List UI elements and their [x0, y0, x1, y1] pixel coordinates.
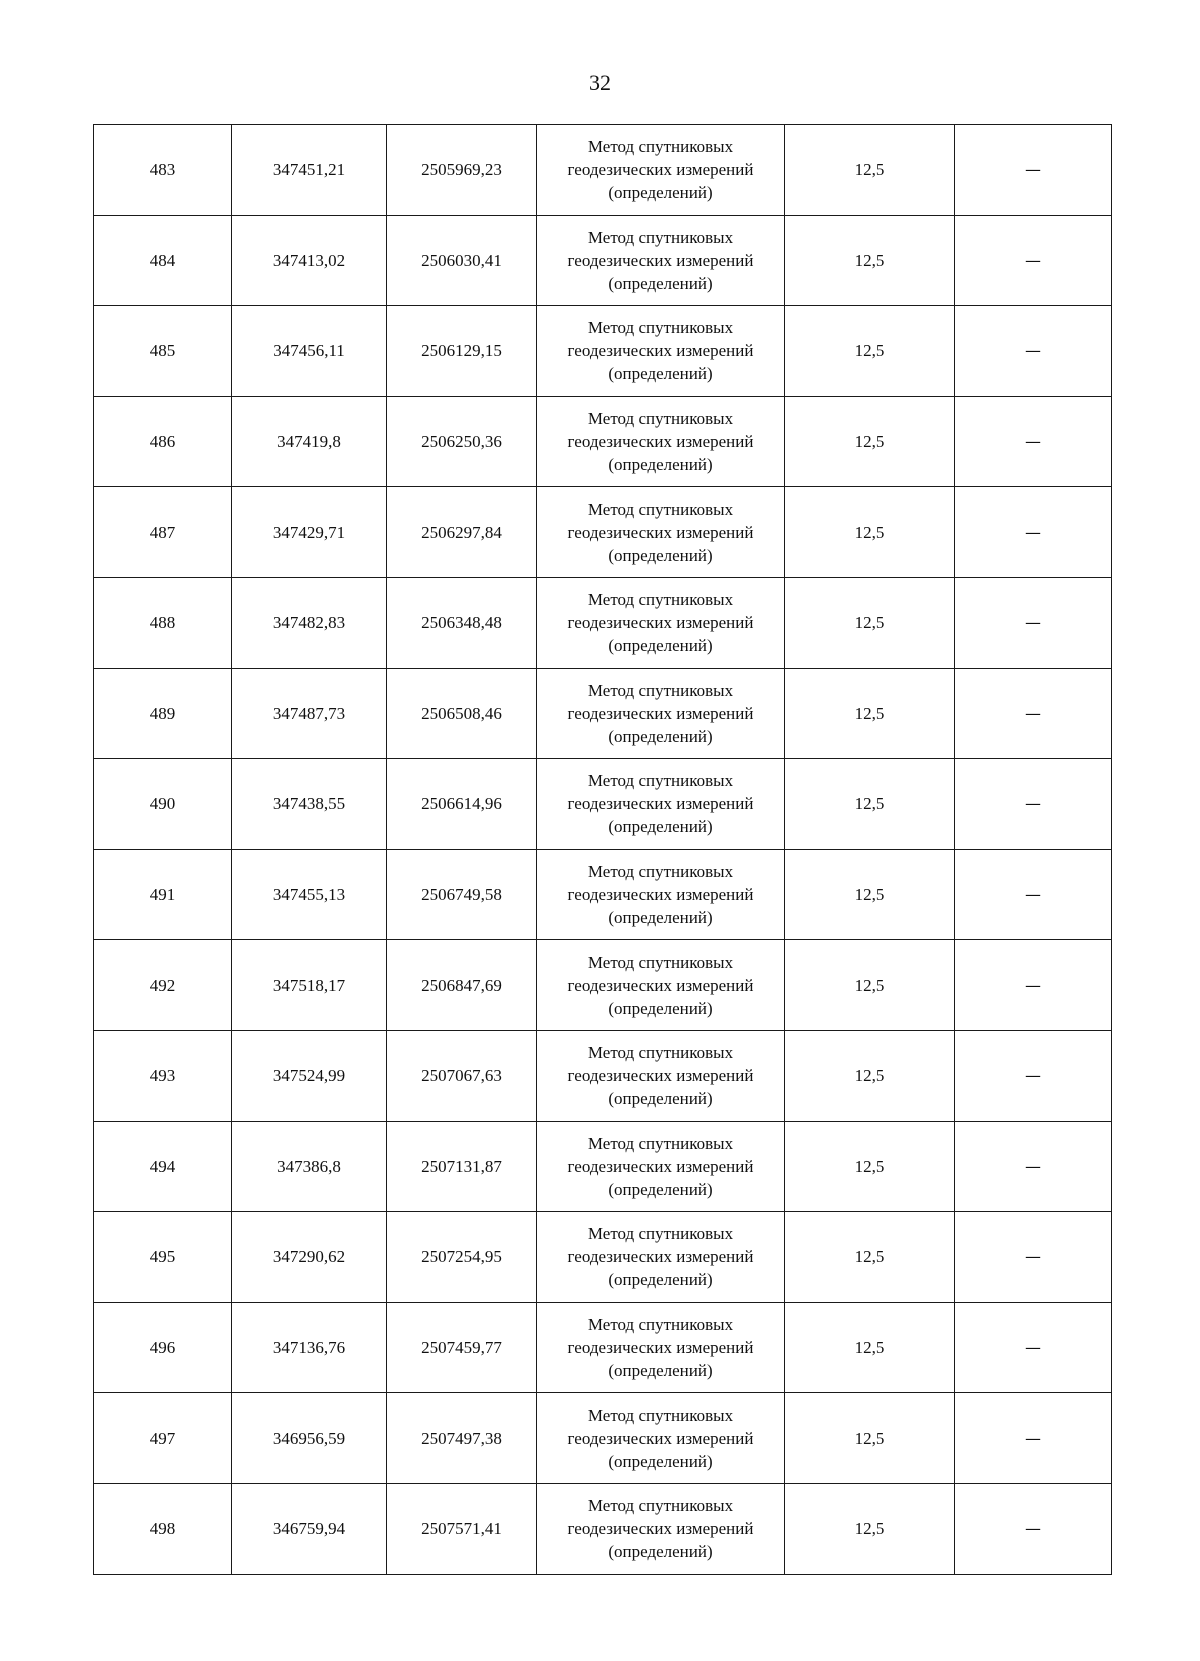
accuracy-cell: 12,5 [785, 125, 955, 216]
coordinates-table [93, 124, 1112, 1575]
accuracy-cell: 12,5 [785, 1212, 955, 1303]
method-cell [537, 1483, 785, 1574]
table-row [94, 396, 1112, 487]
coordinates-table-body [94, 125, 1112, 1575]
y-coordinate-cell: 2506847,69 [387, 940, 537, 1031]
accuracy-cell: 12,5 [785, 306, 955, 397]
method-line: (определений) [608, 183, 713, 203]
method-line: Метод спутниковых [587, 227, 734, 247]
accuracy-cell: 12,5 [785, 215, 955, 306]
description-cell: — [955, 577, 1112, 668]
x-coordinate-cell: 347419,8 [232, 396, 387, 487]
y-coordinate-cell: 2506348,48 [387, 577, 537, 668]
x-coordinate-cell: 347456,11 [232, 306, 387, 397]
point-number-cell: 486 [94, 396, 232, 487]
description-cell: — [955, 849, 1112, 940]
description-cell: — [955, 940, 1112, 1031]
method-cell [537, 396, 785, 487]
method-line: геодезических измерений [567, 885, 754, 905]
method-line: (определений) [608, 273, 713, 293]
method-line: (определений) [608, 636, 713, 656]
table-row [94, 1121, 1112, 1212]
method-cell [537, 487, 785, 578]
method-line: Метод спутниковых [587, 1496, 734, 1516]
x-coordinate-cell: 347290,62 [232, 1212, 387, 1303]
method-line: Метод спутниковых [587, 409, 734, 429]
accuracy-cell: 12,5 [785, 1030, 955, 1121]
method-line: геодезических измерений [567, 1247, 754, 1267]
y-coordinate-cell: 2506614,96 [387, 759, 537, 850]
point-number-cell: 496 [94, 1302, 232, 1393]
description-cell: — [955, 215, 1112, 306]
x-coordinate-cell: 346759,94 [232, 1483, 387, 1574]
y-coordinate-cell: 2507131,87 [387, 1121, 537, 1212]
table-row [94, 1212, 1112, 1303]
method-line: Метод спутниковых [587, 680, 734, 700]
method-line: геодезических измерений [567, 341, 754, 361]
method-line: (определений) [608, 455, 713, 475]
method-cell [537, 1302, 785, 1393]
point-number-cell: 483 [94, 125, 232, 216]
method-cell [537, 577, 785, 668]
accuracy-cell: 12,5 [785, 577, 955, 668]
y-coordinate-cell: 2507254,95 [387, 1212, 537, 1303]
y-coordinate-cell: 2507459,77 [387, 1302, 537, 1393]
method-cell [537, 1212, 785, 1303]
method-line: геодезических измерений [567, 1428, 754, 1448]
table-row [94, 1030, 1112, 1121]
accuracy-cell: 12,5 [785, 940, 955, 1031]
method-line: геодезических измерений [567, 613, 754, 633]
point-number-cell: 487 [94, 487, 232, 578]
method-line: Метод спутниковых [587, 952, 734, 972]
method-line: Метод спутниковых [587, 862, 734, 882]
y-coordinate-cell: 2505969,23 [387, 125, 537, 216]
accuracy-cell: 12,5 [785, 759, 955, 850]
x-coordinate-cell: 347136,76 [232, 1302, 387, 1393]
y-coordinate-cell: 2506749,58 [387, 849, 537, 940]
method-line: геодезических измерений [567, 1338, 754, 1358]
method-line: Метод спутниковых [587, 1315, 734, 1335]
method-line: геодезических измерений [567, 250, 754, 270]
method-line: (определений) [608, 364, 713, 384]
method-line: Метод спутниковых [587, 318, 734, 338]
accuracy-cell: 12,5 [785, 1393, 955, 1484]
accuracy-cell: 12,5 [785, 1121, 955, 1212]
method-line: Метод спутниковых [587, 1405, 734, 1425]
method-line: геодезических измерений [567, 703, 754, 723]
y-coordinate-cell: 2506508,46 [387, 668, 537, 759]
method-line: Метод спутниковых [587, 590, 734, 610]
method-line: геодезических измерений [567, 1519, 754, 1539]
method-line: Метод спутниковых [587, 137, 734, 157]
description-cell: — [955, 1302, 1112, 1393]
description-cell: — [955, 1121, 1112, 1212]
y-coordinate-cell: 2506129,15 [387, 306, 537, 397]
x-coordinate-cell: 347386,8 [232, 1121, 387, 1212]
description-cell: — [955, 668, 1112, 759]
x-coordinate-cell: 347429,71 [232, 487, 387, 578]
accuracy-cell: 12,5 [785, 1302, 955, 1393]
method-cell [537, 759, 785, 850]
method-cell [537, 125, 785, 216]
method-line: Метод спутниковых [587, 499, 734, 519]
accuracy-cell: 12,5 [785, 668, 955, 759]
method-line: (определений) [608, 1361, 713, 1381]
table-row [94, 306, 1112, 397]
x-coordinate-cell: 347438,55 [232, 759, 387, 850]
table-row [94, 577, 1112, 668]
table-row [94, 1302, 1112, 1393]
point-number-cell: 493 [94, 1030, 232, 1121]
method-cell [537, 849, 785, 940]
method-line: Метод спутниковых [587, 1043, 734, 1063]
point-number-cell: 490 [94, 759, 232, 850]
x-coordinate-cell: 347518,17 [232, 940, 387, 1031]
x-coordinate-cell: 347482,83 [232, 577, 387, 668]
method-cell [537, 1121, 785, 1212]
x-coordinate-cell: 347524,99 [232, 1030, 387, 1121]
description-cell: — [955, 487, 1112, 578]
method-line: геодезических измерений [567, 794, 754, 814]
y-coordinate-cell: 2506250,36 [387, 396, 537, 487]
point-number-cell: 484 [94, 215, 232, 306]
method-line: (определений) [608, 908, 713, 928]
table-row [94, 940, 1112, 1031]
table-row [94, 1393, 1112, 1484]
y-coordinate-cell: 2506030,41 [387, 215, 537, 306]
method-line: Метод спутниковых [587, 771, 734, 791]
description-cell: — [955, 306, 1112, 397]
point-number-cell: 497 [94, 1393, 232, 1484]
method-cell [537, 215, 785, 306]
point-number-cell: 498 [94, 1483, 232, 1574]
method-line: (определений) [608, 817, 713, 837]
method-cell [537, 668, 785, 759]
method-line: Метод спутниковых [587, 1133, 734, 1153]
point-number-cell: 489 [94, 668, 232, 759]
table-row [94, 849, 1112, 940]
point-number-cell: 485 [94, 306, 232, 397]
accuracy-cell: 12,5 [785, 1483, 955, 1574]
table-row [94, 215, 1112, 306]
method-line: (определений) [608, 1542, 713, 1562]
method-cell [537, 940, 785, 1031]
point-number-cell: 494 [94, 1121, 232, 1212]
y-coordinate-cell: 2506297,84 [387, 487, 537, 578]
method-line: геодезических измерений [567, 975, 754, 995]
method-line: (определений) [608, 726, 713, 746]
method-line: (определений) [608, 1089, 713, 1109]
accuracy-cell: 12,5 [785, 849, 955, 940]
x-coordinate-cell: 347455,13 [232, 849, 387, 940]
description-cell: — [955, 396, 1112, 487]
point-number-cell: 491 [94, 849, 232, 940]
x-coordinate-cell: 347451,21 [232, 125, 387, 216]
accuracy-cell: 12,5 [785, 396, 955, 487]
method-cell [537, 1030, 785, 1121]
method-line: (определений) [608, 998, 713, 1018]
y-coordinate-cell: 2507497,38 [387, 1393, 537, 1484]
description-cell: — [955, 1483, 1112, 1574]
table-row [94, 1483, 1112, 1574]
description-cell: — [955, 759, 1112, 850]
point-number-cell: 492 [94, 940, 232, 1031]
method-line: геодезических измерений [567, 522, 754, 542]
method-line: геодезических измерений [567, 1066, 754, 1086]
point-number-cell: 488 [94, 577, 232, 668]
table-row [94, 487, 1112, 578]
table-row [94, 668, 1112, 759]
point-number-cell: 495 [94, 1212, 232, 1303]
method-line: Метод спутниковых [587, 1224, 734, 1244]
method-line: геодезических измерений [567, 1156, 754, 1176]
method-line: (определений) [608, 1179, 713, 1199]
method-line: (определений) [608, 1270, 713, 1290]
method-cell [537, 306, 785, 397]
y-coordinate-cell: 2507067,63 [387, 1030, 537, 1121]
table-row [94, 125, 1112, 216]
x-coordinate-cell: 347413,02 [232, 215, 387, 306]
x-coordinate-cell: 346956,59 [232, 1393, 387, 1484]
method-cell [537, 1393, 785, 1484]
description-cell: — [955, 1030, 1112, 1121]
table-row [94, 759, 1112, 850]
page-number: 32 [589, 70, 611, 95]
method-line: (определений) [608, 1451, 713, 1471]
method-line: геодезических измерений [567, 432, 754, 452]
method-line: геодезических измерений [567, 160, 754, 180]
y-coordinate-cell: 2507571,41 [387, 1483, 537, 1574]
method-line: (определений) [608, 545, 713, 565]
description-cell: — [955, 1212, 1112, 1303]
accuracy-cell: 12,5 [785, 487, 955, 578]
description-cell: — [955, 1393, 1112, 1484]
description-cell: — [955, 125, 1112, 216]
x-coordinate-cell: 347487,73 [232, 668, 387, 759]
